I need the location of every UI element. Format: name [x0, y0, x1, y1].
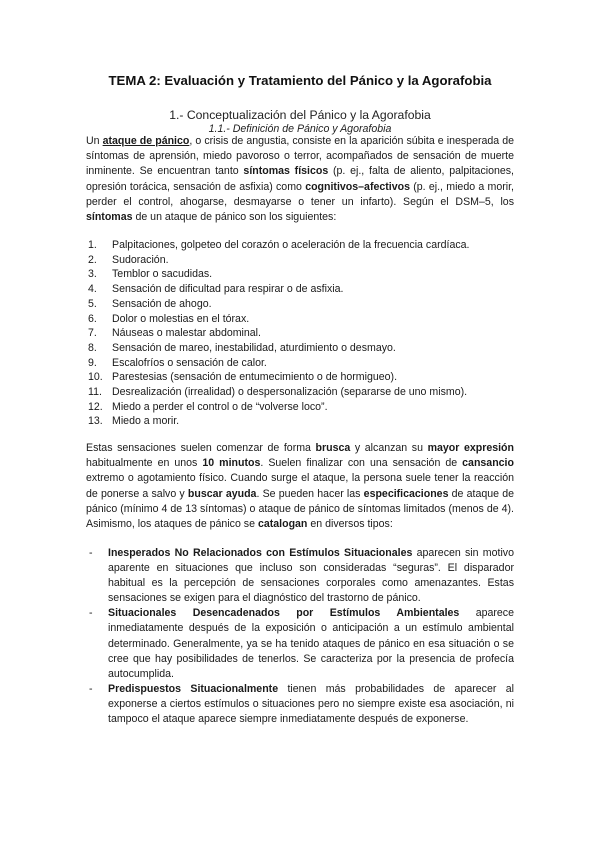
type-description: aparece inmediatamente después de la exposición o anticipación a un estímulo ambiental determinado. Generalmente, ya se ha tenido ataques de pánico en esa situación o se cree que hay posibilidades de tenerlos. Se caracteriza por la presencia de profecía autocumplida. — [108, 607, 514, 680]
list-item — [86, 370, 514, 385]
list-item — [86, 606, 514, 681]
list-item — [86, 312, 514, 327]
document-title: TEMA 2: Evaluación y Tratamiento del Pánico y la Agorafobia — [108, 73, 492, 88]
list-item — [86, 238, 514, 253]
list-number: 1. — [88, 239, 97, 251]
list-item-text: Miedo a morir. — [112, 415, 180, 428]
list-item — [86, 267, 514, 282]
list-number: 2. — [88, 253, 97, 266]
term-seek-help: buscar ayuda — [187, 487, 257, 500]
term-peak: mayor expresión — [427, 442, 514, 454]
term-physical-symptoms: síntomas físicos — [243, 165, 329, 178]
list-item — [86, 341, 514, 356]
type-name: Situacionales Desencadenados por Estímulos Ambientales — [108, 607, 460, 620]
text-run: de ataque de pánico (mínimo 4 de 13 síntomas) o ataque de pánico de síntomas limitados (menos de 4). Asimismo, los ataques de pánico se — [86, 487, 514, 531]
list-item-text: Miedo a perder el control o de “volverse loco”. — [112, 400, 328, 413]
type-name: Predispuestos Situacionalmente — [108, 682, 279, 695]
text-run: . Se pueden hacer las — [256, 487, 364, 500]
list-number: 7. — [88, 327, 97, 340]
list-number: 12. — [88, 400, 103, 413]
list-item-text: Sensación de dificultad para respirar o de asfixia. — [112, 283, 344, 296]
list-number: 10. — [88, 371, 103, 384]
term-catalog: catalogan — [257, 518, 308, 531]
list-number: 6. — [88, 312, 97, 325]
bullet-dash: - — [89, 547, 93, 559]
list-item — [86, 385, 514, 400]
list-number: 11. — [88, 386, 102, 399]
list-item-text: Sensación de ahogo. — [112, 297, 212, 310]
text-run: Estas sensaciones suelen comenzar de forma — [86, 442, 316, 454]
list-item — [86, 356, 514, 371]
intro-paragraph — [86, 134, 514, 225]
bullet-dash: - — [89, 682, 93, 695]
list-item — [86, 282, 514, 297]
list-item — [86, 326, 514, 341]
text-run: Un — [86, 135, 103, 147]
list-item-text: Temblor o sacudidas. — [112, 268, 213, 281]
list-item — [86, 682, 514, 727]
term-tiredness: cansancio — [462, 457, 514, 470]
type-description: aparecen sin motivo aparente en situaciones que incluso son consideradas “seguras”. El disparador habitual es la percepción de sensaciones corporales como amenazantes. Estas sensaciones se exigen para el diagnóstico del trastorno de pánico. — [108, 547, 514, 605]
symptoms-list — [86, 238, 514, 429]
text-run: habitualmente en unos — [86, 457, 203, 470]
list-item — [86, 253, 514, 268]
sensations-paragraph — [86, 441, 514, 532]
term-panic-attack: ataque de pánico — [102, 135, 190, 147]
list-item-text: Desrealización (irrealidad) o despersonalización (separarse de uno mismo). — [112, 386, 468, 399]
list-number: 4. — [88, 283, 97, 296]
bullet-dash: - — [89, 607, 93, 620]
term-specifications: especificaciones — [363, 487, 449, 500]
section-heading: 1.- Conceptualización del Pánico y la Agorafobia — [169, 108, 431, 122]
type-name: Inesperados No Relacionados con Estímulos Situacionales — [108, 547, 413, 559]
list-item-text: Parestesias (sensación de entumecimiento o de hormigueo). — [112, 371, 398, 384]
type-description: tienen más probabilidades de aparecer al exponerse a ciertos estímulos o situaciones pero no siempre existe esa asociación, ni tampoco el ataque aparece siempre inmediatamente después de exponerse. — [108, 682, 514, 726]
text-run: , o crisis de angustia, consiste en la aparición súbita e inesperada de síntomas de aprensión, miedo pavoroso o terror, acompañados de sensación de muerte inminente. Se encuentran tanto — [86, 135, 514, 178]
list-item-text: Dolor o molestias en el tórax. — [112, 312, 250, 325]
list-item — [86, 400, 514, 415]
text-run: . Suelen finalizar con una sensación de — [260, 457, 463, 470]
text-run: en diversos tipos: — [307, 518, 393, 531]
term-cognitive-affective: cognitivos–afectivos — [305, 180, 410, 193]
list-item — [86, 546, 514, 606]
text-run: extremo o agotamiento físico. Cuando surge el ataque, la persona suele tener la reacción de ponerse a salvo y — [86, 472, 514, 500]
list-number: 8. — [88, 341, 97, 354]
list-number: 9. — [88, 356, 97, 369]
text-run: de un ataque de pánico son los siguientes: — [132, 211, 337, 224]
list-number: 5. — [88, 297, 97, 310]
panic-types-list — [86, 546, 514, 727]
text-run: y alcanzan su — [350, 442, 428, 454]
text-run: (p. ej., miedo a morir, perder el control, ahogarse, desmayarse o tener un infarto). Según el DSM–5, los — [86, 180, 515, 208]
list-item-text: Náuseas o malestar abdominal. — [112, 327, 261, 340]
list-item — [86, 414, 514, 429]
list-number: 13. — [88, 415, 103, 428]
subsection-heading: 1.1.- Definición de Pánico y Agorafobia — [208, 123, 392, 135]
list-item — [86, 297, 514, 312]
term-symptoms: síntomas — [86, 211, 133, 224]
list-item-text: Sudoración. — [112, 253, 169, 266]
list-item-text: Palpitaciones, golpeteo del corazón o aceleración de la frecuencia cardíaca. — [112, 239, 470, 251]
list-item-text: Escalofríos o sensación de calor. — [112, 356, 267, 369]
list-item-text: Sensación de mareo, inestabilidad, aturdimiento o desmayo. — [112, 341, 396, 354]
term-sudden: brusca — [315, 442, 351, 454]
term-ten-minutes: 10 minutos — [202, 457, 261, 470]
text-run: (p. ej., falta de aliento, palpitaciones, opresión torácica, sensación de asfixia) como — [86, 165, 515, 193]
list-number: 3. — [88, 268, 97, 281]
